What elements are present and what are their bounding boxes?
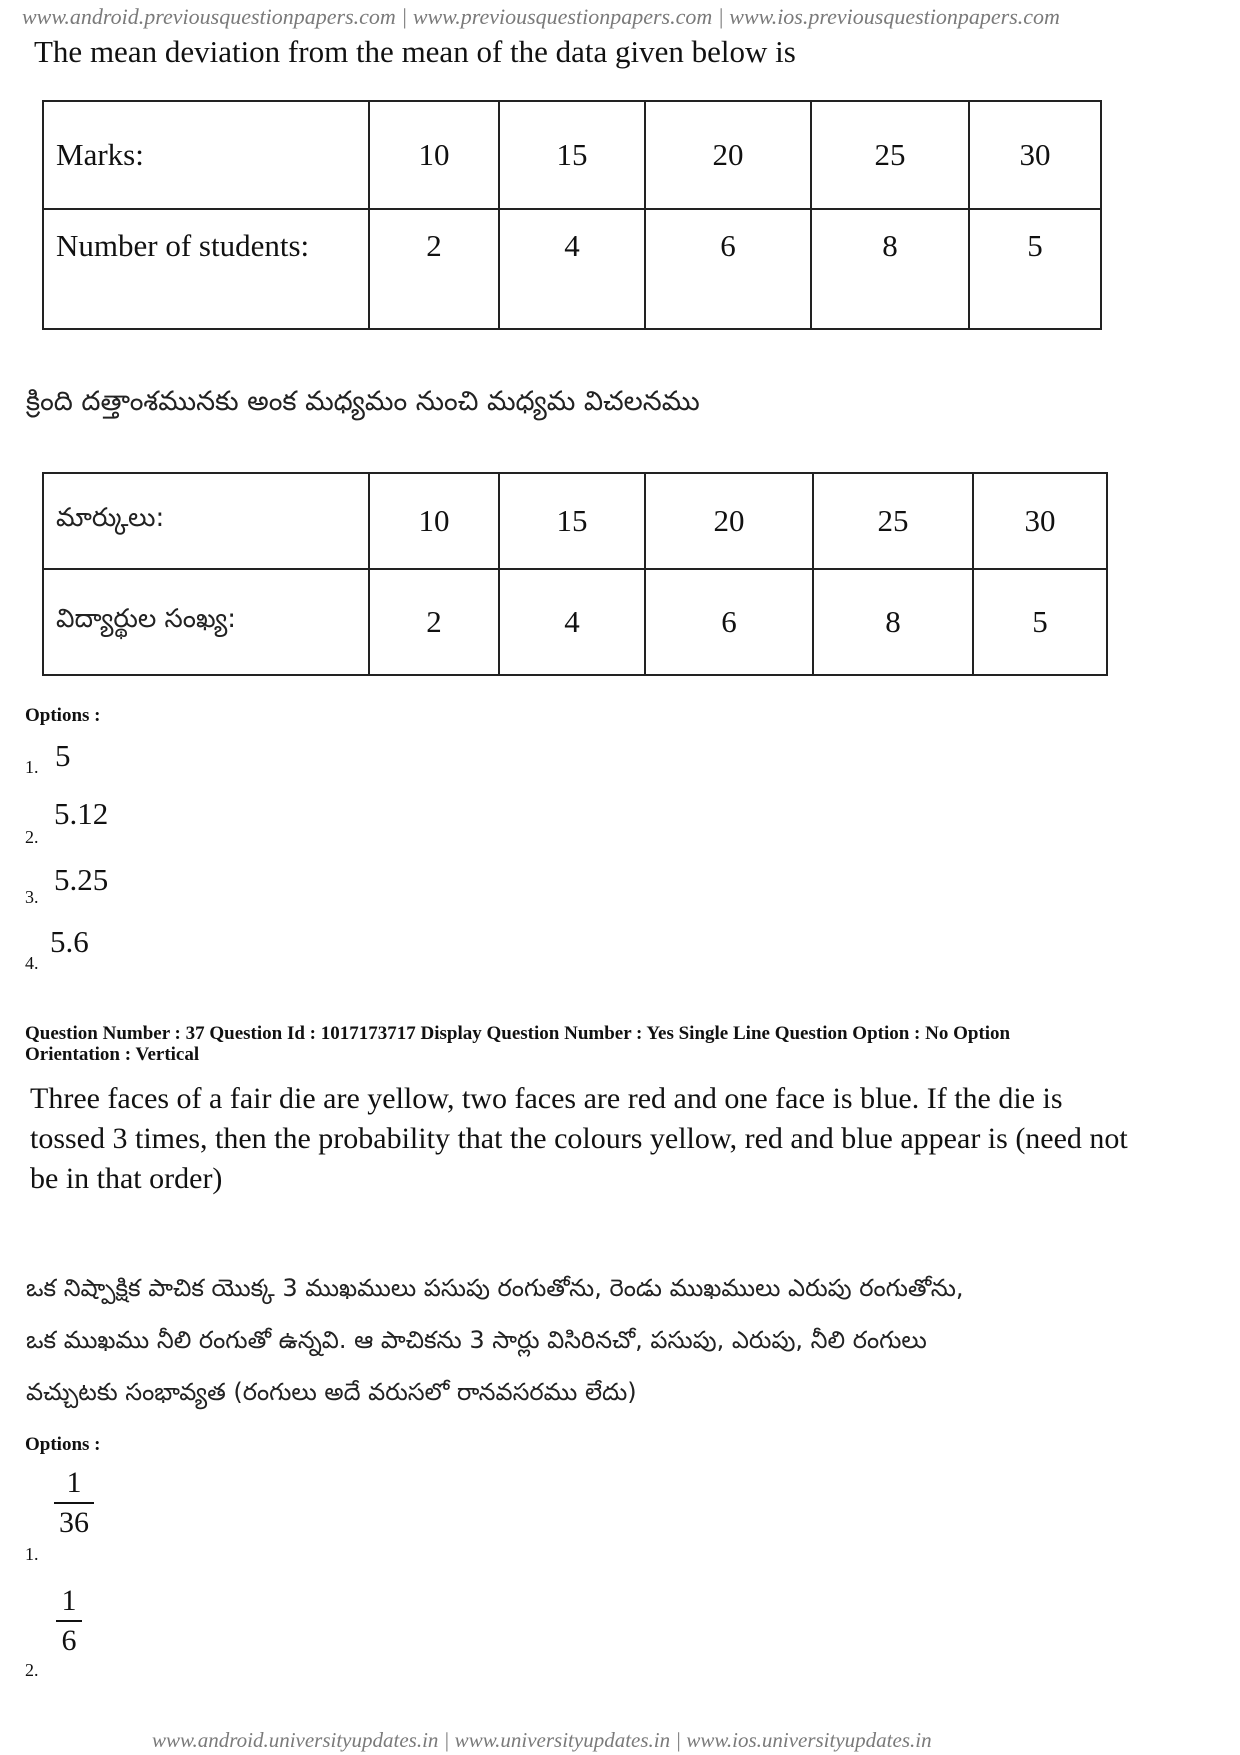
table-cell: 25 <box>813 473 973 569</box>
footer-watermark: www.android.universityupdates.in | www.universityupdates.in | www.ios.universityupdates.in <box>152 1728 932 1752</box>
table-cell: 2 <box>369 569 499 675</box>
table-cell: 8 <box>813 569 973 675</box>
stem-line: be in that order) <box>30 1162 223 1195</box>
fraction-denominator: 6 <box>61 1624 77 1657</box>
table-cell: 30 <box>973 473 1107 569</box>
table-cell: 15 <box>499 473 645 569</box>
option-number: 1. <box>25 757 39 777</box>
table-cell: 5 <box>973 569 1107 675</box>
question-meta-line2: Orientation : Vertical <box>25 1044 200 1065</box>
option-value[interactable]: 5.12 <box>54 796 109 831</box>
question-stem-english: The mean deviation from the mean of the data given below is <box>34 34 796 69</box>
table-cell: 5 <box>969 209 1101 329</box>
options-label: Options : <box>25 705 101 726</box>
table-cell: 2 <box>369 209 499 329</box>
option-fraction[interactable] <box>56 1584 82 1658</box>
table-cell: 8 <box>811 209 969 329</box>
fraction-bar <box>56 1620 82 1622</box>
question-stem-telugu <box>26 1262 964 1418</box>
stem-line: ఒక ముఖము నీలి రంగుతో ఉన్నవి. ఆ పాచికను 3 సార్లు విసిరినచో, పసుపు, ఎరుపు, నీలి రంగులు <box>26 1326 927 1354</box>
table-cell: 20 <box>645 473 813 569</box>
fraction-numerator: 1 <box>61 1584 77 1617</box>
table-row-label: Number of students: <box>43 209 369 329</box>
fraction-bar <box>54 1502 94 1504</box>
table-row <box>43 569 1107 675</box>
options-label: Options : <box>25 1434 101 1455</box>
question-stem-english <box>30 1079 1128 1199</box>
question-meta-line1: Question Number : 37 Question Id : 1017173717 Display Question Number : Yes Single Line Question Option : No Option <box>25 1023 1011 1044</box>
table-row-label: మార్కులు: <box>43 473 369 569</box>
stem-line: Three faces of a fair die are yellow, two faces are red and one face is blue. If the die is <box>30 1082 1063 1115</box>
table-cell: 6 <box>645 569 813 675</box>
table-row <box>43 209 1101 329</box>
fraction-numerator: 1 <box>66 1466 82 1499</box>
table-row <box>43 101 1101 209</box>
option-number: 1. <box>25 1544 39 1564</box>
option-number: 2. <box>25 1660 39 1680</box>
stem-line: ఒక నిష్పాక్షిక పాచిక యొక్క 3 ముఖములు పసుపు రంగుతోను, రెండు ముఖములు ఎరుపు రంగుతోను, <box>26 1274 964 1302</box>
header-watermark: www.android.previousquestionpapers.com | www.previousquestionpapers.com | www.ios.previousquestionpapers.com <box>22 4 1060 29</box>
table-cell: 25 <box>811 101 969 209</box>
table-cell: 4 <box>499 209 645 329</box>
table-cell: 6 <box>645 209 811 329</box>
option-number: 3. <box>25 887 39 907</box>
fraction-denominator: 36 <box>59 1506 89 1539</box>
marks-table-telugu <box>42 472 1108 676</box>
option-number: 2. <box>25 827 39 847</box>
table-row <box>43 473 1107 569</box>
stem-line: వచ్చుటకు సంభావ్యత (రంగులు అదే వరుసలో రానవసరము లేదు) <box>26 1378 637 1406</box>
question-stem-telugu: క్రింది దత్తాంశమునకు అంక మధ్యమం నుంచి మధ్యమ విచలనము <box>26 386 700 417</box>
table-cell: 15 <box>499 101 645 209</box>
option-value[interactable]: 5.25 <box>54 862 109 897</box>
marks-table-english <box>42 100 1102 330</box>
option-value[interactable]: 5 <box>55 738 71 773</box>
stem-line: tossed 3 times, then the probability that the colours yellow, red and blue appear is (need not <box>30 1122 1128 1155</box>
option-number: 4. <box>25 953 39 973</box>
table-row-label: Marks: <box>43 101 369 209</box>
table-cell: 10 <box>369 473 499 569</box>
table-cell: 30 <box>969 101 1101 209</box>
option-fraction[interactable] <box>54 1466 94 1540</box>
table-cell: 20 <box>645 101 811 209</box>
option-value[interactable]: 5.6 <box>50 924 89 959</box>
table-row-label: విద్యార్థుల సంఖ్య: <box>43 569 369 675</box>
table-cell: 4 <box>499 569 645 675</box>
table-cell: 10 <box>369 101 499 209</box>
